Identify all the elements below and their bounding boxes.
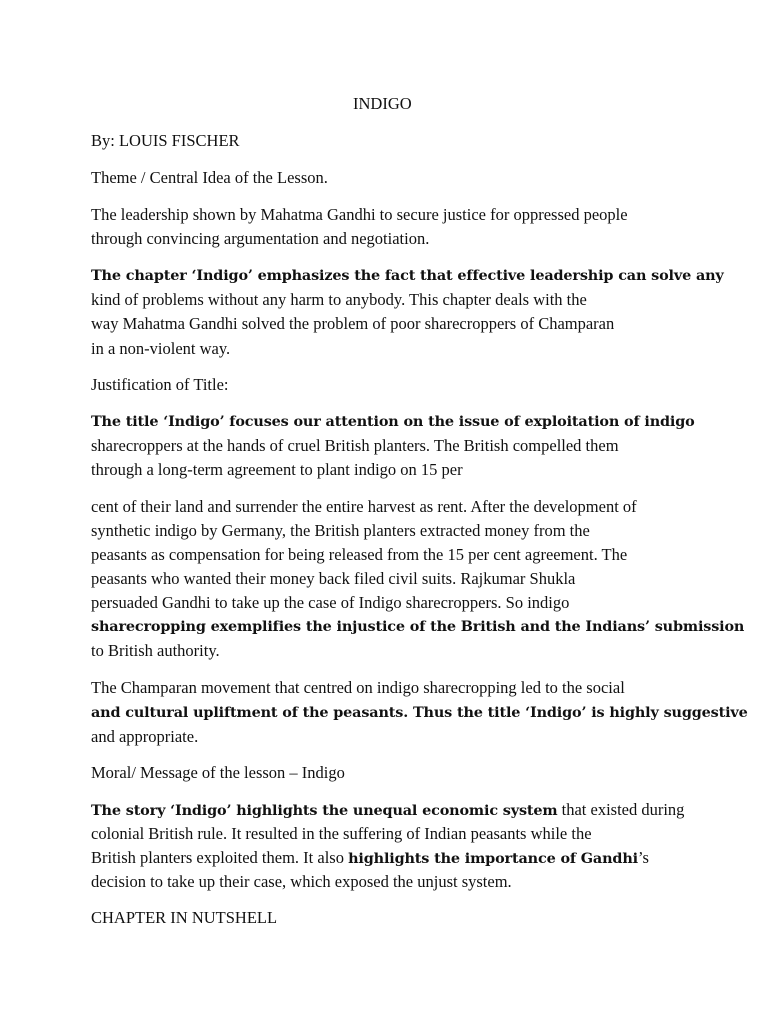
nutshell-heading: CHAPTER IN NUTSHELL: [91, 908, 278, 927]
theme-p2-line-bold: The chapter ‘Indigo’ emphasizes the fact that effective leadership can solve any: [91, 267, 724, 284]
moral-p1-line: [91, 800, 684, 821]
moral-p1-line: colonial British rule. It resulted in the suffering of Indian peasants while the: [91, 824, 592, 843]
author-line: By: LOUIS FISCHER: [91, 131, 240, 150]
justification-p1-line: sharecroppers at the hands of cruel British planters. The British compelled them: [91, 436, 619, 455]
moral-p1-line3-end: ’s: [637, 848, 649, 867]
document-title: INDIGO: [353, 94, 412, 113]
moral-p1-bold-span: The story ‘Indigo’ highlights the unequal economic system: [91, 802, 558, 819]
justification-p2-line: persuaded Gandhi to take up the case of Indigo sharecroppers. So indigo: [91, 593, 570, 612]
moral-p1-line: decision to take up their case, which exposed the unjust system.: [91, 872, 512, 891]
moral-heading: Moral/ Message of the lesson – Indigo: [91, 763, 345, 782]
moral-p1-line3-start: British planters exploited them. It also: [91, 848, 349, 867]
theme-p1-line: The leadership shown by Mahatma Gandhi to secure justice for oppressed people: [91, 205, 628, 224]
justification-heading: Justification of Title:: [91, 375, 229, 394]
theme-p1-line: through convincing argumentation and negotiation.: [91, 229, 430, 248]
justification-p2-line-bold: sharecropping exemplifies the injustice of the British and the Indians’ submission: [91, 618, 745, 635]
theme-heading: Theme / Central Idea of the Lesson.: [91, 168, 328, 187]
justification-p2-line: cent of their land and surrender the entire harvest as rent. After the development of: [91, 497, 637, 516]
theme-p2-line: in a non-violent way.: [91, 339, 231, 358]
theme-p2-line: way Mahatma Gandhi solved the problem of poor sharecroppers of Champaran: [91, 314, 615, 333]
justification-p2-line: peasants who wanted their money back filed civil suits. Rajkumar Shukla: [91, 569, 576, 588]
moral-p1-rest-span: that existed during: [557, 800, 685, 819]
justification-p2-line: peasants as compensation for being released from the 15 per cent agreement. The: [91, 545, 628, 564]
justification-p2-line: to British authority.: [91, 641, 220, 660]
moral-p1-line: [91, 848, 649, 869]
justification-p2-line: synthetic indigo by Germany, the British planters extracted money from the: [91, 521, 590, 540]
justification-p1-line: through a long-term agreement to plant indigo on 15 per: [91, 460, 463, 479]
theme-p2-line: kind of problems without any harm to anybody. This chapter deals with the: [91, 290, 587, 309]
moral-p1-line3-bold: highlights the importance of Gandhi: [348, 850, 638, 867]
justification-p3-line: The Champaran movement that centred on indigo sharecropping led to the social: [91, 678, 625, 697]
justification-p3-line: and appropriate.: [91, 727, 199, 746]
justification-p3-line-bold: and cultural upliftment of the peasants. Thus the title ‘Indigo’ is highly suggestive: [91, 704, 748, 721]
justification-p1-line-bold: The title ‘Indigo’ focuses our attention on the issue of exploitation of indigo: [91, 413, 695, 430]
